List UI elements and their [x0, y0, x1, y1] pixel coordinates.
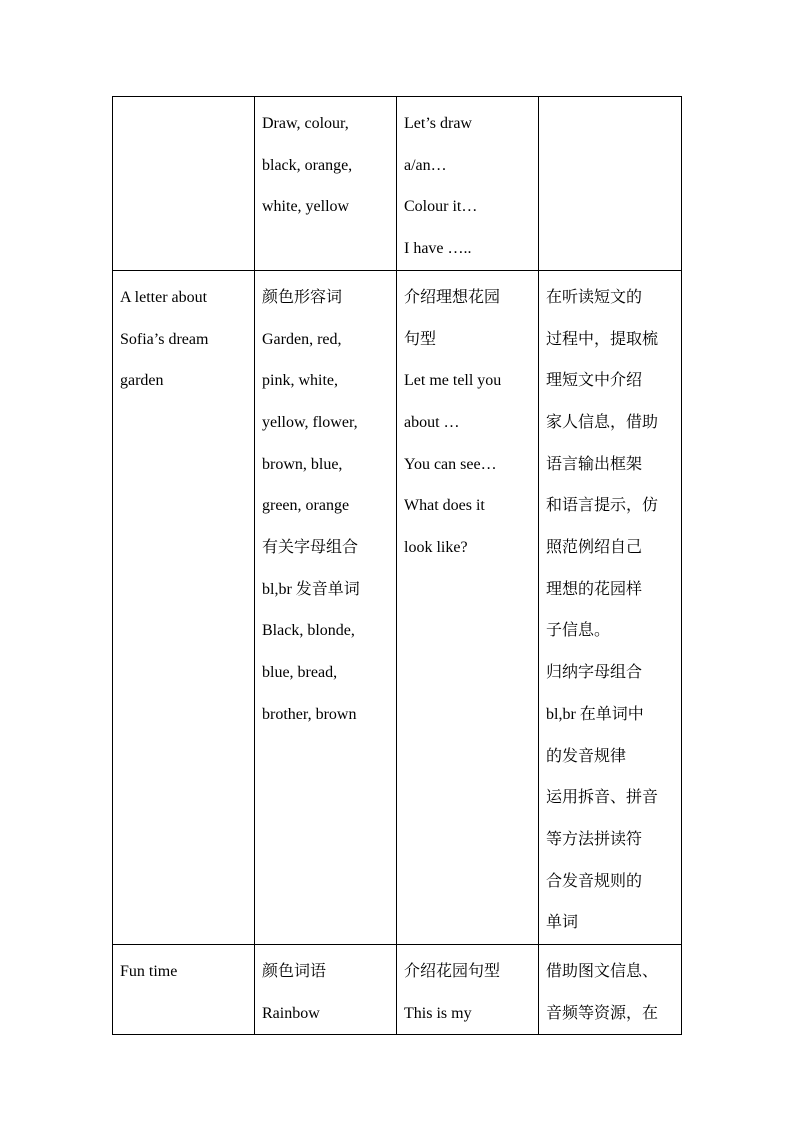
- cell-line: 子信息。: [546, 622, 611, 640]
- cell-line: 家人信息，借助: [546, 413, 659, 431]
- cell-line: a/an…: [404, 156, 447, 174]
- cell-line: A letter about: [120, 288, 208, 306]
- cell-line: 介绍花园句型: [404, 963, 501, 981]
- cell-line: brother, brown: [262, 705, 357, 723]
- cell-line: Garden, red,: [262, 330, 342, 348]
- cell-objectives: [539, 270, 682, 944]
- cell-line: This is my: [404, 1004, 472, 1022]
- cell-line: bl,br 发音单词: [262, 580, 360, 598]
- cell-line: garden: [120, 372, 164, 390]
- cell-line: 和语言提示，仿: [546, 497, 659, 515]
- cell-line: 理想的花园样: [546, 580, 643, 598]
- cell-vocabulary: [255, 270, 397, 944]
- cell-lesson: [113, 97, 255, 271]
- cell-line: yellow, flower,: [262, 413, 358, 431]
- cell-line: black, orange,: [262, 156, 353, 174]
- cell-lesson: [113, 270, 255, 944]
- cell-vocabulary: [255, 945, 397, 1035]
- cell-line: 颜色形容词: [262, 288, 343, 306]
- cell-line: Rainbow: [262, 1004, 320, 1022]
- cell-line: 介绍理想花园: [404, 288, 501, 306]
- cell-lesson: [113, 945, 255, 1035]
- cell-line: 在听读短文的: [546, 288, 643, 306]
- cell-line: white, yellow: [262, 198, 350, 216]
- cell-line: Sofia’s dream: [120, 330, 209, 348]
- cell-line: Draw, colour,: [262, 115, 349, 132]
- lesson-table: [112, 96, 682, 1035]
- cell-line: 句型: [404, 330, 437, 348]
- cell-line: What does it: [404, 497, 485, 515]
- cell-vocabulary: [255, 97, 397, 271]
- cell-line: 运用拆音、拼音: [546, 789, 659, 807]
- cell-line: look like?: [404, 539, 468, 557]
- cell-line: pink, white,: [262, 372, 338, 390]
- cell-sentence-patterns: [397, 97, 539, 271]
- cell-line: about …: [404, 413, 460, 431]
- cell-line: 合发音规则的: [546, 872, 643, 890]
- cell-line: Let’s draw: [404, 115, 472, 132]
- cell-objectives: [539, 945, 682, 1035]
- cell-sentence-patterns: [397, 945, 539, 1035]
- table-row: [113, 270, 682, 944]
- cell-line: I have …..: [404, 240, 472, 258]
- table-row: [113, 945, 682, 1035]
- cell-line: 单词: [546, 914, 579, 932]
- cell-line: 音频等资源，在: [546, 1004, 659, 1022]
- cell-line: 借助图文信息、: [546, 963, 659, 981]
- cell-line: 等方法拼读符: [546, 830, 643, 848]
- cell-line: 有关字母组合: [262, 539, 359, 557]
- cell-line: blue, bread,: [262, 664, 338, 682]
- cell-objectives: [539, 97, 682, 271]
- cell-line: green, orange: [262, 497, 350, 515]
- cell-line: 颜色词语: [262, 963, 327, 981]
- cell-line: Black, blonde,: [262, 622, 355, 640]
- cell-line: Colour it…: [404, 198, 478, 216]
- cell-line: 过程中，提取梳: [546, 330, 659, 348]
- cell-line: brown, blue,: [262, 455, 343, 473]
- cell-line: 的发音规律: [546, 747, 627, 765]
- cell-line: 归纳字母组合: [546, 664, 643, 682]
- cell-line: You can see…: [404, 455, 497, 473]
- cell-line: Let me tell you: [404, 372, 502, 390]
- cell-line: 照范例绍自己: [546, 539, 643, 557]
- cell-line: Fun time: [120, 963, 178, 981]
- table-row: [113, 97, 682, 271]
- cell-line: 理短文中介绍: [546, 372, 643, 390]
- cell-line: 语言输出框架: [546, 455, 643, 473]
- cell-line: bl,br 在单词中: [546, 705, 644, 723]
- cell-sentence-patterns: [397, 270, 539, 944]
- lesson-table-body: [113, 97, 682, 1035]
